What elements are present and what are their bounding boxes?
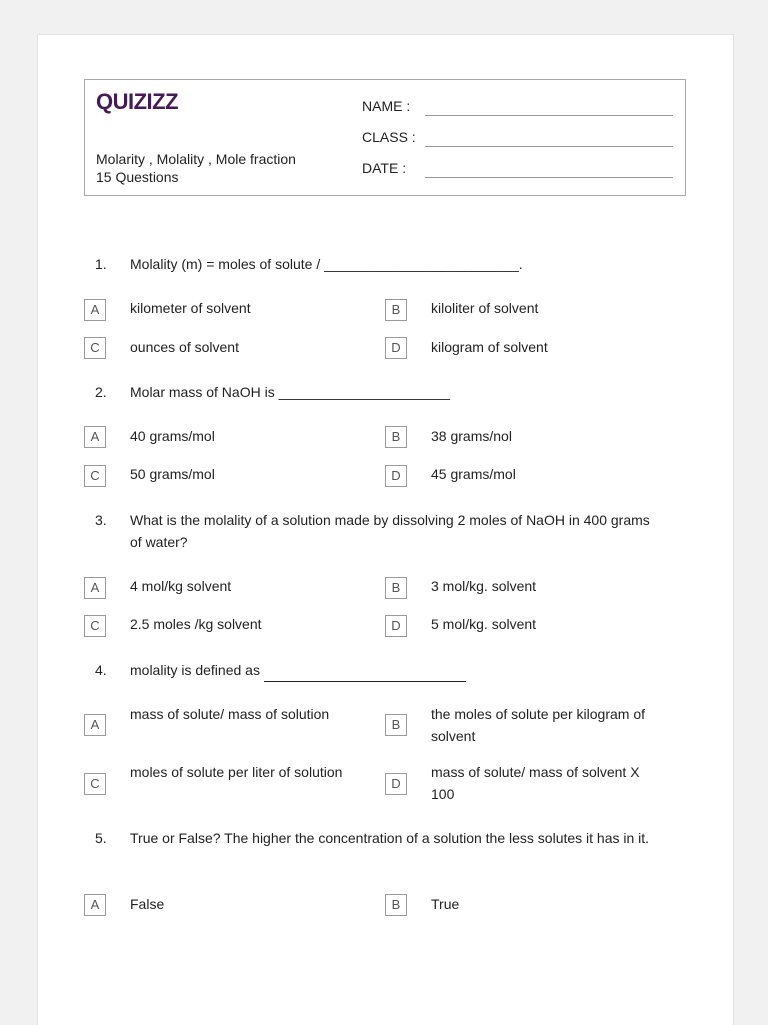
option-c-text: moles of solute per liter of solution xyxy=(130,764,343,780)
option-b-text: 38 grams/nol xyxy=(431,428,512,444)
question-text: Molar mass of NaOH is ______________________ xyxy=(130,384,450,400)
class-label: CLASS : xyxy=(362,129,416,145)
option-c-text: 50 grams/mol xyxy=(130,466,215,482)
option-c-box[interactable]: C xyxy=(84,615,106,637)
class-field[interactable] xyxy=(362,129,416,145)
question-number: 3. xyxy=(95,512,107,528)
name-field[interactable] xyxy=(362,98,410,114)
option-b-box[interactable]: B xyxy=(385,426,407,448)
option-b-box[interactable]: B xyxy=(385,577,407,599)
option-d-text: kilogram of solvent xyxy=(431,339,548,355)
question-number: 5. xyxy=(95,830,107,846)
question-text: What is the molality of a solution made by dissolving 2 moles of NaOH in 400 grams of water? xyxy=(130,512,650,550)
question-text: Molality (m) = moles of solute / _________________________. xyxy=(130,256,523,272)
option-c-text: ounces of solvent xyxy=(130,339,239,355)
option-a-box[interactable]: A xyxy=(84,577,106,599)
option-b-text: True xyxy=(431,896,460,912)
date-label: DATE : xyxy=(362,160,407,176)
option-d-text: mass of solute/ mass of solvent X 100 xyxy=(431,764,640,802)
option-d-text: 5 mol/kg. solvent xyxy=(431,616,537,632)
option-d-box[interactable]: D xyxy=(385,773,407,795)
date-field[interactable] xyxy=(362,160,406,176)
option-c-box[interactable]: C xyxy=(84,773,106,795)
option-b-box[interactable]: B xyxy=(385,894,407,916)
class-line[interactable] xyxy=(425,146,673,147)
date-line[interactable] xyxy=(425,177,673,178)
answer-blank xyxy=(264,659,466,682)
option-b-text: kiloliter of solvent xyxy=(431,300,539,316)
question-number: 1. xyxy=(95,256,107,272)
option-c-box[interactable]: C xyxy=(84,465,106,487)
option-a-text: 40 grams/mol xyxy=(130,428,215,444)
worksheet-header xyxy=(84,79,686,196)
quiz-info xyxy=(96,150,296,186)
question-count: 15 Questions xyxy=(96,169,179,185)
option-b-text: the moles of solute per kilogram of solvent xyxy=(431,706,645,744)
option-d-box[interactable]: D xyxy=(385,337,407,359)
option-a-text: False xyxy=(130,896,165,912)
option-b-box[interactable]: B xyxy=(385,299,407,321)
option-b-text: 3 mol/kg. solvent xyxy=(431,578,537,594)
option-d-box[interactable]: D xyxy=(385,465,407,487)
option-a-box[interactable]: A xyxy=(84,299,106,321)
question-text xyxy=(130,659,690,682)
option-a-text: mass of solute/ mass of solution xyxy=(130,706,330,722)
option-d-text: 45 grams/mol xyxy=(431,466,516,482)
option-a-box[interactable]: A xyxy=(84,894,106,916)
question-text-prefix: molality is defined as xyxy=(130,662,260,678)
name-label: NAME : xyxy=(362,98,411,114)
option-b-box[interactable]: B xyxy=(385,714,407,736)
option-c-text: 2.5 moles /kg solvent xyxy=(130,616,262,632)
question-text: True or False? The higher the concentration of a solution the less solutes it has in it. xyxy=(130,830,650,846)
option-a-text: kilometer of solvent xyxy=(130,300,251,316)
option-a-box[interactable]: A xyxy=(84,426,106,448)
option-d-box[interactable]: D xyxy=(385,615,407,637)
quizizz-logo: QUIZIZZ xyxy=(96,89,179,114)
question-number: 4. xyxy=(95,662,107,678)
option-a-box[interactable]: A xyxy=(84,714,106,736)
name-line[interactable] xyxy=(425,115,673,116)
question-number: 2. xyxy=(95,384,107,400)
quiz-title: Molarity , Molality , Mole fraction xyxy=(96,151,296,167)
option-c-box[interactable]: C xyxy=(84,337,106,359)
option-a-text: 4 mol/kg solvent xyxy=(130,578,232,594)
